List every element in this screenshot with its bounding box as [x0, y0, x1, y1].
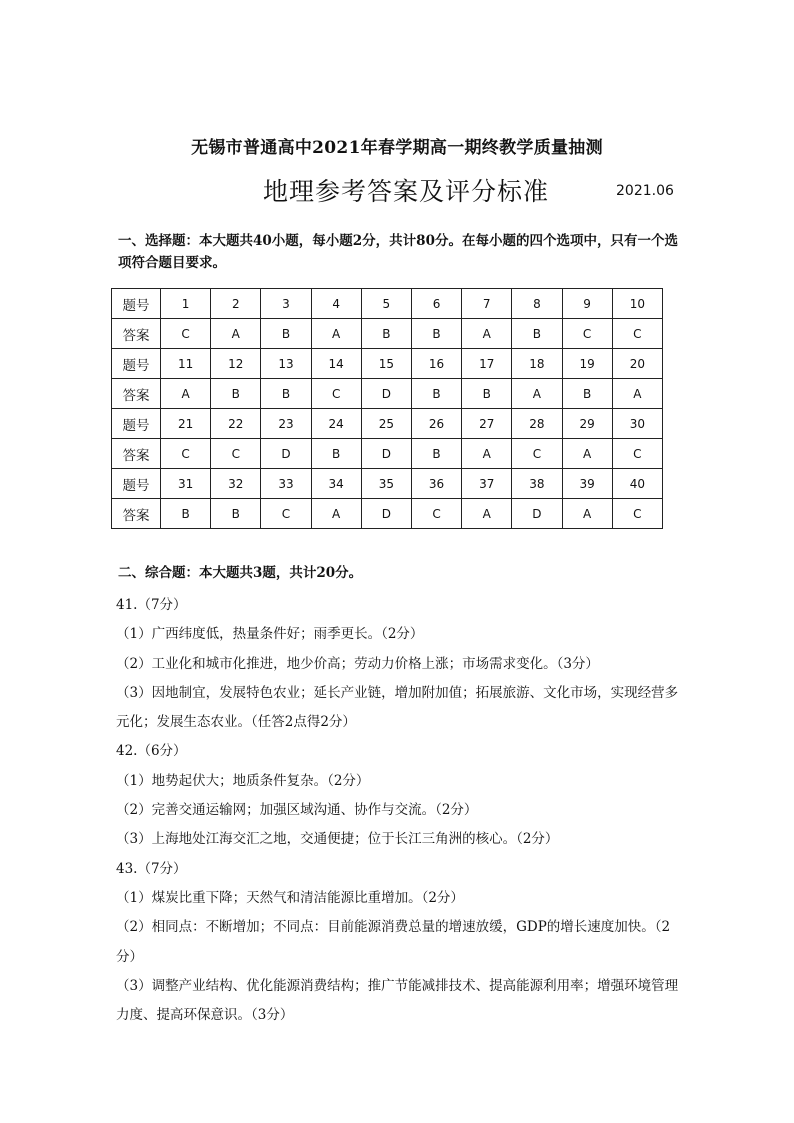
answer-letter-cell: B: [411, 319, 461, 349]
answer-letter-cell: B: [211, 499, 261, 529]
document-title: 无锡市普通高中2021年春学期高一期终教学质量抽测: [191, 138, 603, 158]
question-number-cell: 10: [612, 289, 662, 319]
table-row: [112, 409, 663, 439]
answer-letter-cell: A: [161, 379, 211, 409]
question-number-cell: 32: [211, 469, 261, 499]
q41-answer-3: （3）因地制宜，发展特色农业；延长产业链，增加附加值；拓展旅游、文化市场，实现经营多元化；发展生态农业。（任答2点得2分）: [116, 684, 679, 731]
section1-heading: 一、选择题：本大题共40小题，每小题2分，共计80分。在每小题的四个选项中，只有一个选项符合题目要求。: [118, 233, 678, 271]
q41-heading: 41.（7分）: [116, 597, 187, 613]
question-number-cell: 24: [311, 409, 361, 439]
table-row: [112, 499, 663, 529]
table-row: [112, 379, 663, 409]
question-number-cell: 5: [361, 289, 411, 319]
answer-letter-cell: D: [361, 439, 411, 469]
question-number-cell: 7: [462, 289, 512, 319]
question-number-cell: 35: [361, 469, 411, 499]
answer-letter-cell: B: [211, 379, 261, 409]
q43-answer-3: （3）调整产业结构、优化能源消费结构；推广节能减排技术、提高能源利用率；增强环境管理力度、提高环保意识。（3分）: [116, 977, 679, 1024]
answer-letter-cell: C: [161, 319, 211, 349]
answer-letter-cell: C: [612, 319, 662, 349]
answer-letter-cell: B: [411, 439, 461, 469]
answer-letter-cell: B: [411, 379, 461, 409]
document-date: 2021.06: [616, 183, 674, 199]
q42-heading: 42.（6分）: [116, 743, 187, 760]
answer-letter-cell: A: [462, 319, 512, 349]
question-number-cell: 30: [612, 409, 662, 439]
section2-body: [116, 591, 681, 1030]
answer-letter-cell: B: [261, 319, 311, 349]
answer-letter-cell: B: [261, 379, 311, 409]
answer-letter-cell: A: [562, 439, 612, 469]
q42-answer-3: （3）上海地处江海交汇之地，交通便捷；位于长江三角洲的核心。（2分）: [116, 831, 559, 848]
table-row: [112, 349, 663, 379]
question-number-cell: 4: [311, 289, 361, 319]
answer-letter-cell: C: [512, 439, 562, 469]
section2-heading: 二、综合题：本大题共3题，共计20分。: [118, 565, 363, 581]
answer-letter-cell: B: [311, 439, 361, 469]
question-number-cell: 19: [562, 349, 612, 379]
question-number-cell: 27: [462, 409, 512, 439]
question-number-cell: 37: [462, 469, 512, 499]
answer-letter-cell: C: [411, 499, 461, 529]
row-label: 答案: [112, 439, 161, 469]
table-row: [112, 469, 663, 499]
question-number-cell: 6: [411, 289, 461, 319]
question-number-cell: 2: [211, 289, 261, 319]
row-label: 答案: [112, 319, 161, 349]
q43-heading: 43.（7分）: [116, 860, 187, 877]
row-label: 答案: [112, 499, 161, 529]
answer-letter-cell: D: [261, 439, 311, 469]
q41-answer-2: （2）工业化和城市化推进，地少价高；劳动力价格上涨；市场需求变化。（3分）: [116, 655, 599, 672]
question-number-cell: 22: [211, 409, 261, 439]
question-number-cell: 40: [612, 469, 662, 499]
answer-letter-cell: D: [512, 499, 562, 529]
answer-letter-cell: A: [562, 499, 612, 529]
answer-letter-cell: A: [311, 499, 361, 529]
table-row: [112, 439, 663, 469]
question-number-cell: 1: [161, 289, 211, 319]
answer-letter-cell: C: [612, 499, 662, 529]
answer-table: [111, 288, 663, 529]
document-subtitle: 地理参考答案及评分标准: [263, 177, 550, 206]
question-number-cell: 3: [261, 289, 311, 319]
question-number-cell: 14: [311, 349, 361, 379]
question-number-cell: 15: [361, 349, 411, 379]
answer-letter-cell: C: [211, 439, 261, 469]
answer-letter-cell: A: [311, 319, 361, 349]
row-label: 答案: [112, 379, 161, 409]
answer-letter-cell: B: [512, 319, 562, 349]
answer-letter-cell: C: [311, 379, 361, 409]
row-label: 题号: [112, 289, 161, 319]
answer-letter-cell: C: [261, 499, 311, 529]
q41-answer-1: （1）广西纬度低，热量条件好；雨季更长。（2分）: [116, 626, 424, 643]
question-number-cell: 36: [411, 469, 461, 499]
answer-letter-cell: B: [562, 379, 612, 409]
row-label: 题号: [112, 469, 161, 499]
answer-letter-cell: A: [512, 379, 562, 409]
row-label: 题号: [112, 349, 161, 379]
answer-letter-cell: A: [462, 499, 512, 529]
question-number-cell: 23: [261, 409, 311, 439]
question-number-cell: 13: [261, 349, 311, 379]
answer-letter-cell: B: [462, 379, 512, 409]
answer-letter-cell: D: [361, 379, 411, 409]
question-number-cell: 26: [411, 409, 461, 439]
answer-letter-cell: D: [361, 499, 411, 529]
question-number-cell: 8: [512, 289, 562, 319]
question-number-cell: 28: [512, 409, 562, 439]
question-number-cell: 25: [361, 409, 411, 439]
answer-letter-cell: C: [612, 439, 662, 469]
question-number-cell: 16: [411, 349, 461, 379]
q43-answer-1: （1）煤炭比重下降；天然气和清洁能源比重增加。（2分）: [116, 889, 464, 906]
question-number-cell: 33: [261, 469, 311, 499]
answer-letter-cell: C: [562, 319, 612, 349]
question-number-cell: 17: [462, 349, 512, 379]
question-number-cell: 11: [161, 349, 211, 379]
question-number-cell: 34: [311, 469, 361, 499]
question-number-cell: 12: [211, 349, 261, 379]
answer-letter-cell: B: [361, 319, 411, 349]
answer-letter-cell: A: [211, 319, 261, 349]
answer-letter-cell: C: [161, 439, 211, 469]
question-number-cell: 31: [161, 469, 211, 499]
q43-answer-2: （2）相同点：不断增加；不同点：目前能源消费总量的增速放缓，GDP的增长速度加快。（2分）: [116, 919, 671, 965]
question-number-cell: 39: [562, 469, 612, 499]
q42-answer-1: （1）地势起伏大；地质条件复杂。（2分）: [116, 772, 370, 789]
answer-letter-cell: A: [462, 439, 512, 469]
question-number-cell: 21: [161, 409, 211, 439]
question-number-cell: 9: [562, 289, 612, 319]
table-row: [112, 319, 663, 349]
answer-letter-cell: B: [161, 499, 211, 529]
question-number-cell: 20: [612, 349, 662, 379]
table-row: [112, 289, 663, 319]
q42-answer-2: （2）完善交通运输网；加强区域沟通、协作与交流。（2分）: [116, 802, 478, 819]
question-number-cell: 29: [562, 409, 612, 439]
row-label: 题号: [112, 409, 161, 439]
question-number-cell: 38: [512, 469, 562, 499]
answer-letter-cell: A: [612, 379, 662, 409]
question-number-cell: 18: [512, 349, 562, 379]
